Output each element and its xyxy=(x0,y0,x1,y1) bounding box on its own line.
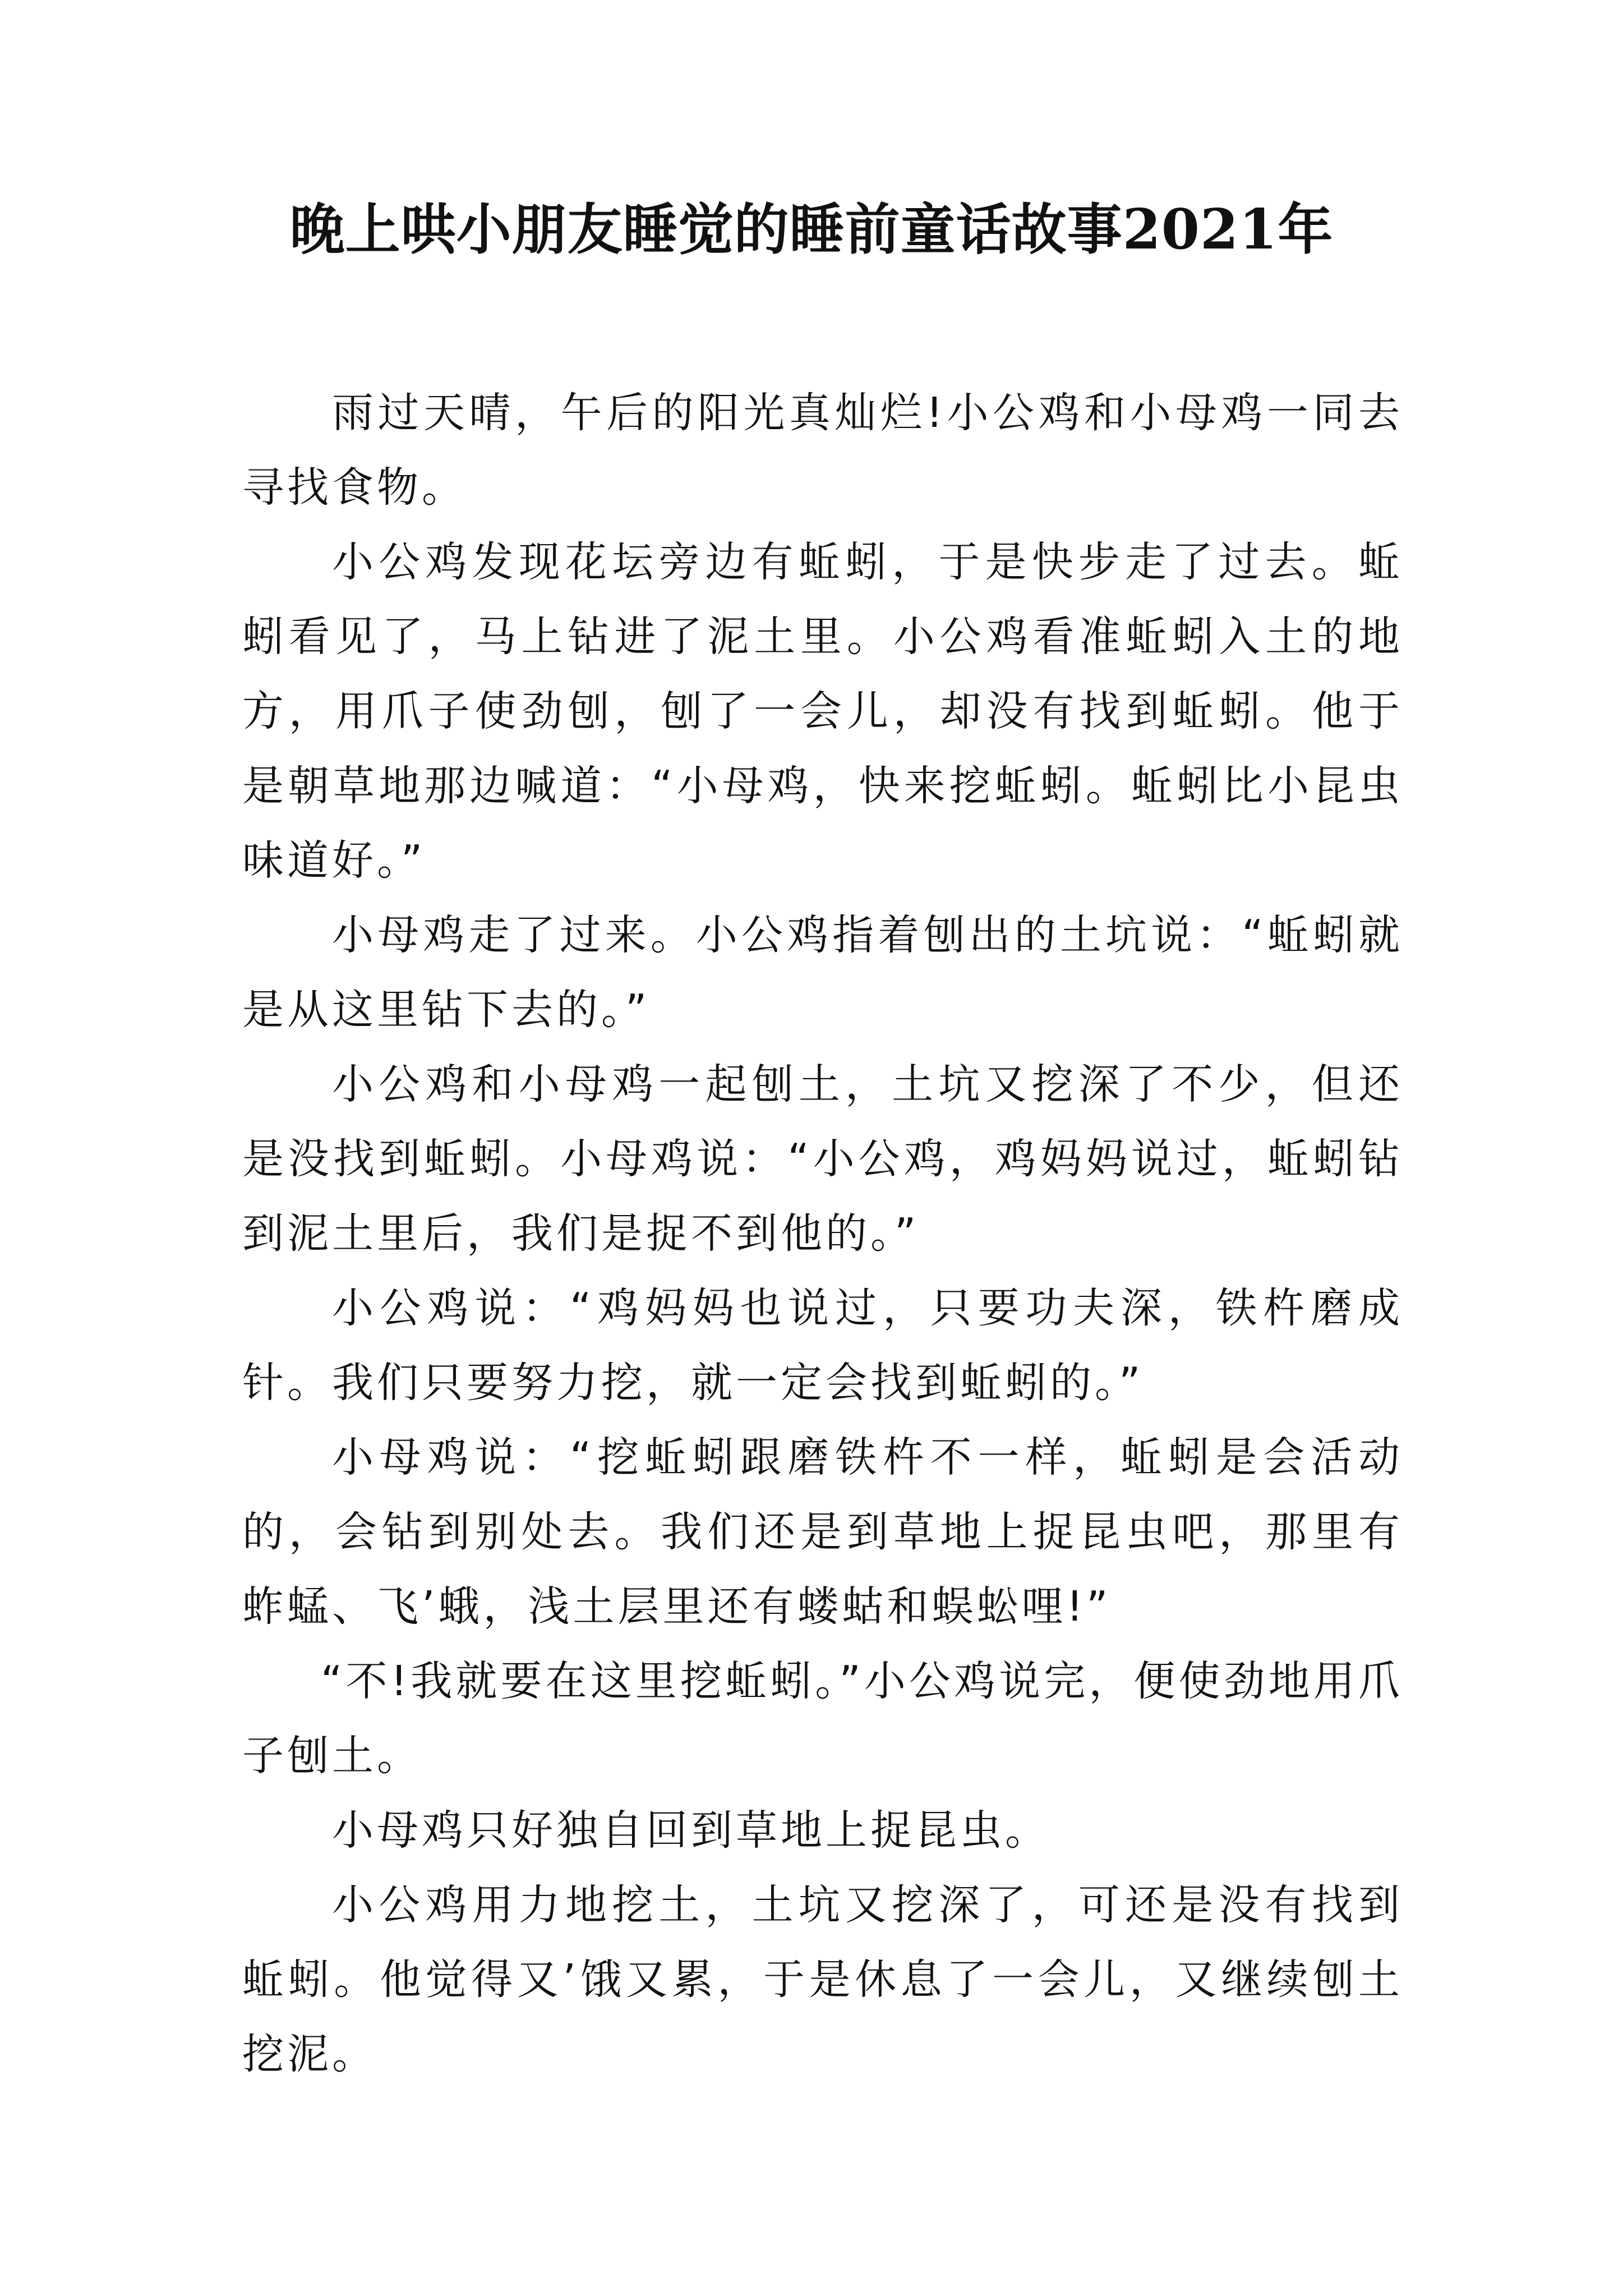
paragraph: 小公鸡和小母鸡一起刨土，土坑又挖深了不少，但还是没找到蚯蚓。小母鸡说：“小公鸡，鸡妈妈说过，蚯蚓钻到泥土里后，我们是捉不到他的。” xyxy=(242,1060,1403,1258)
paragraph: “不!我就要在这里挖蚯蚓。”小公鸡说完，便使劲地用爪子刨土。 xyxy=(242,1657,1403,1780)
paragraph: 小母鸡走了过来。小公鸡指着刨出的土坑说：“蚯蚓就是从这里钻下去的。” xyxy=(242,911,1403,1034)
paragraph: 小公鸡发现花坛旁边有蚯蚓，于是快步走了过去。蚯蚓看见了，马上钻进了泥土里。小公鸡看准蚯蚓入土的地方，用爪子使劲刨，刨了一会儿，却没有找到蚯蚓。他于是朝草地那边喊道：“小母鸡，快来挖蚯蚓。蚯蚓比小昆虫味道好。” xyxy=(242,538,1403,885)
paragraph: 小母鸡说：“挖蚯蚓跟磨铁杵不一样，蚯蚓是会活动的，会钻到别处去。我们还是到草地上捉昆虫吧，那里有蚱蜢、飞’蛾，浅土层里还有蝼蛄和蜈蚣哩!” xyxy=(242,1433,1403,1631)
paragraph: 小母鸡只好独自回到草地上捉昆虫。 xyxy=(332,1806,1050,1855)
paragraph: 雨过天晴，午后的阳光真灿烂!小公鸡和小母鸡一同去寻找食物。 xyxy=(242,389,1403,512)
paragraph: 小公鸡用力地挖土，土坑又挖深了，可还是没有找到蚯蚓。他觉得又’饿又累，于是休息了一会儿，又继续刨土挖泥。 xyxy=(242,1881,1403,2078)
paragraph: 小公鸡说：“鸡妈妈也说过，只要功夫深，铁杵磨成针。我们只要努力挖，就一定会找到蚯蚓的。” xyxy=(242,1284,1403,1407)
document-body xyxy=(242,376,1403,2092)
document-title: 晚上哄小朋友睡觉的睡前童话故事2021年 xyxy=(289,197,1334,262)
